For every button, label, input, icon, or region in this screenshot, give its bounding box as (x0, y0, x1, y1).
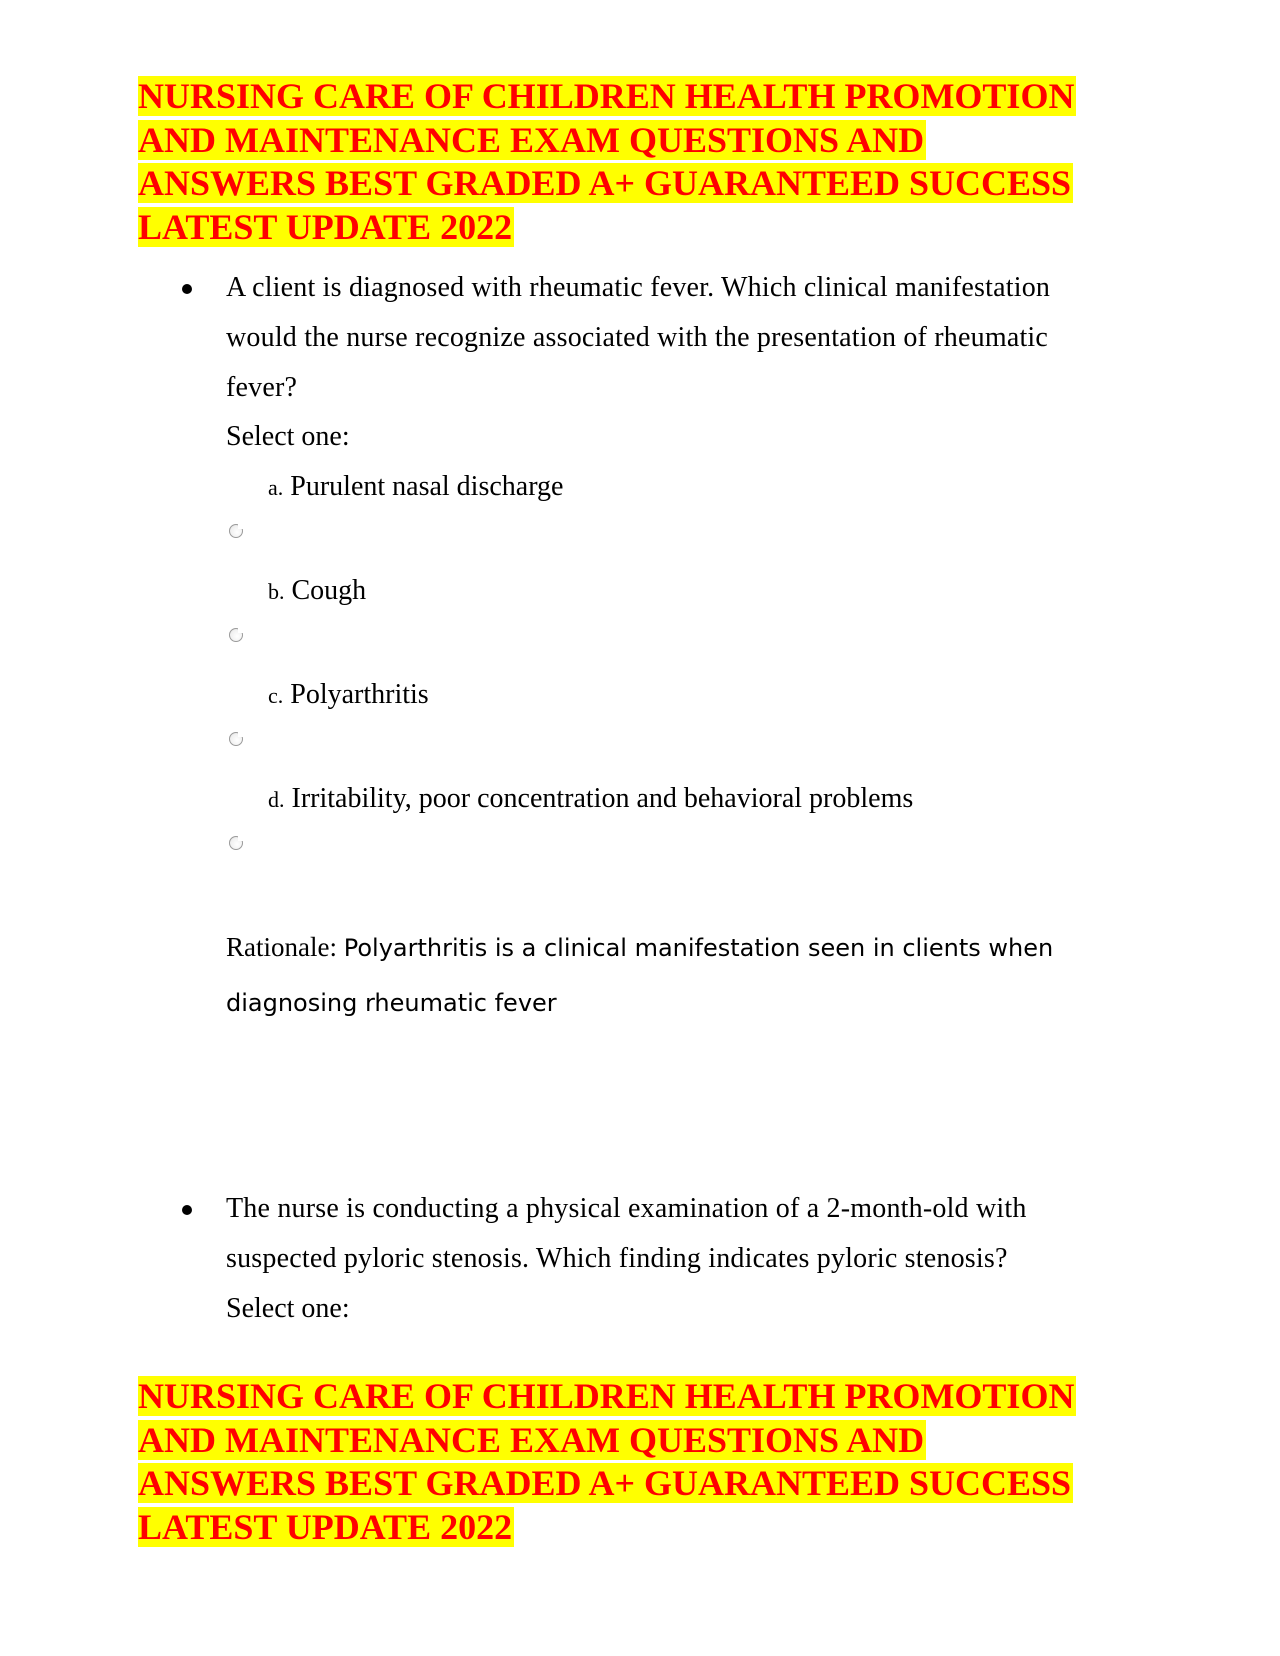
title-line: NURSING CARE OF CHILDREN HEALTH PROMOTION (138, 76, 1075, 116)
question-2-text: The nurse is conducting a physical examination of a 2-month-old with suspected pyloric stenosis. Which finding indicates pyloric stenosis? (226, 1193, 1027, 1274)
rationale-text: Polyarthritis is a clinical manifestation seen in clients when diagnosing rheumatic fever (226, 934, 1054, 1017)
question-1-select-label: Select one: (226, 421, 350, 452)
title-line: AND MAINTENANCE EXAM QUESTIONS AND (138, 1419, 925, 1460)
option-letter: a. (268, 475, 284, 500)
bullet-icon (182, 1205, 192, 1215)
question-1-text: A client is diagnosed with rheumatic fever. Which clinical manifestation would the nurse recognize associated with the presentation of rheumatic fever? (226, 272, 1051, 403)
question-2-select-label: Select one: (226, 1293, 350, 1324)
title-line: LATEST UPDATE 2022 (138, 1506, 513, 1547)
option-c-radio[interactable] (229, 732, 243, 746)
option-d (268, 781, 913, 818)
option-b-radio[interactable] (229, 628, 243, 642)
title-line: ANSWERS BEST GRADED A+ GUARANTEED SUCCESS (138, 163, 1072, 203)
option-d-radio[interactable] (229, 836, 243, 850)
rationale-label: Rationale: (226, 932, 337, 962)
title-line: NURSING CARE OF CHILDREN HEALTH PROMOTION (138, 1376, 1075, 1416)
title-line: ANSWERS BEST GRADED A+ GUARANTEED SUCCESS (138, 1463, 1072, 1503)
bullet-icon (182, 284, 192, 294)
option-a-radio[interactable] (229, 524, 243, 538)
title-line: AND MAINTENANCE EXAM QUESTIONS AND (138, 119, 925, 160)
option-a (268, 469, 563, 506)
option-c (268, 677, 429, 714)
option-text: Purulent nasal discharge (290, 471, 564, 502)
title-line: LATEST UPDATE 2022 (138, 206, 513, 247)
option-letter: d. (268, 787, 285, 812)
document-title (138, 75, 1138, 249)
option-b (268, 573, 366, 610)
option-letter: b. (268, 579, 285, 604)
option-text: Cough (291, 575, 367, 606)
rationale (226, 920, 1106, 1030)
option-text: Polyarthritis (290, 679, 429, 710)
option-letter: c. (268, 683, 284, 708)
option-text: Irritability, poor concentration and behavioral problems (291, 783, 914, 814)
document-title-repeat (138, 1375, 1138, 1549)
